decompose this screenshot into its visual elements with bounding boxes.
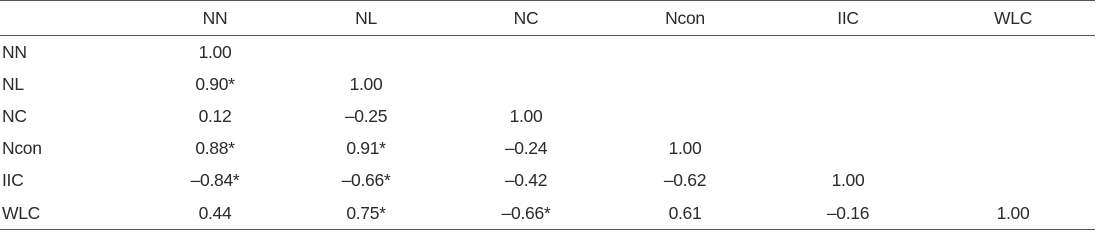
table-cell: 0.88*: [195, 138, 235, 159]
table-cell: 0.44: [145, 197, 285, 230]
table-cell: 0.90*: [195, 73, 235, 94]
table-row: [0, 100, 1095, 132]
header-corner-cell: [0, 1, 145, 36]
table-cell: 0.61: [605, 197, 765, 230]
table-cell: –0.16: [765, 197, 931, 230]
table-row: [0, 197, 1095, 230]
table-cell: [931, 36, 1095, 69]
table-cell: 1.00: [198, 41, 232, 62]
column-header: NN: [145, 1, 285, 36]
column-header: IIC: [765, 1, 931, 36]
table-cell: [931, 133, 1095, 165]
table-cell: 1.00: [509, 105, 543, 126]
table-cell: –0.24: [504, 138, 548, 159]
table-cell: [765, 36, 931, 69]
table-cell: 1.00: [931, 197, 1095, 230]
table-row: [0, 165, 1095, 197]
table-cell: –0.66*: [447, 197, 605, 230]
table-cell: [765, 68, 931, 100]
table-cell: 0.75*: [285, 197, 447, 230]
table-cell: –0.25: [344, 105, 388, 126]
table-cell: 1.00: [349, 73, 383, 94]
table-cell: 1.00: [831, 170, 865, 191]
table-cell: [931, 165, 1095, 197]
table-cell: [447, 36, 605, 69]
row-label: NL: [2, 73, 24, 94]
table-cell: –0.62: [663, 170, 707, 191]
table-cell: [447, 68, 605, 100]
table-cell: [765, 100, 931, 132]
table-cell: –0.66*: [341, 170, 391, 191]
row-label: NN: [2, 41, 27, 62]
row-label: IIC: [2, 170, 24, 191]
table-cell: [605, 36, 765, 69]
table-row: [0, 133, 1095, 165]
row-label: Ncon: [2, 138, 42, 159]
table-cell: 0.91*: [346, 138, 386, 159]
table-row: [0, 36, 1095, 69]
table-cell: [931, 100, 1095, 132]
column-header: NC: [447, 1, 605, 36]
table-cell: [605, 68, 765, 100]
table-cell: 1.00: [668, 138, 702, 159]
table-cell: [285, 36, 447, 69]
column-header: NL: [285, 1, 447, 36]
table-cell: [765, 133, 931, 165]
table-row: [0, 68, 1095, 100]
table-cell: –0.42: [504, 170, 548, 191]
column-header: WLC: [931, 1, 1095, 36]
table-cell: [605, 100, 765, 132]
row-label: WLC: [0, 197, 145, 230]
header-row: [0, 1, 1095, 36]
table-cell: [931, 68, 1095, 100]
row-label: NC: [2, 105, 27, 126]
table-cell: 0.12: [198, 105, 232, 126]
table-cell: –0.84*: [190, 170, 240, 191]
column-header: Ncon: [605, 1, 765, 36]
